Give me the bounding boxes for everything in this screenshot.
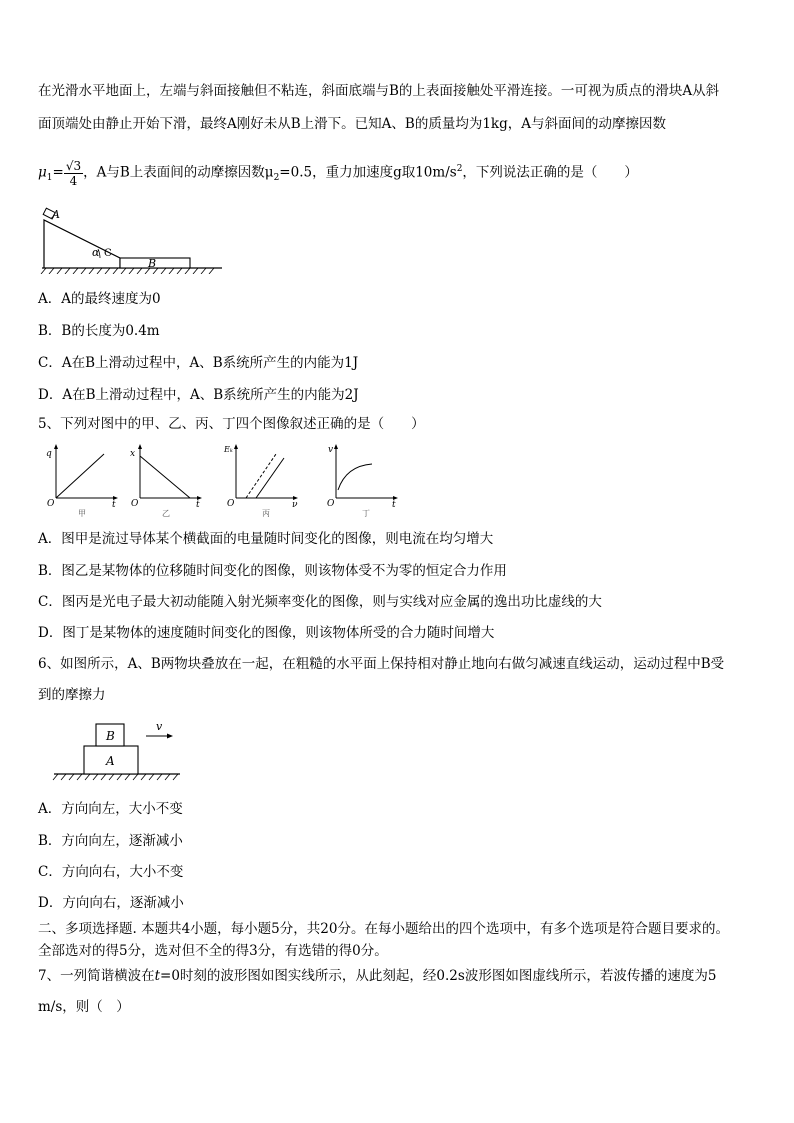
graph-jia-line	[56, 454, 104, 498]
q4-incline-figure	[36, 204, 226, 274]
q6-option-c[interactable]: C．方向向右，大小不变	[38, 864, 184, 880]
section2-heading-line1: 二、多项选择题. 本题共4小题，每小题5分，共20分。在每小题给出的四个选项中，有多个选项是符合题目要求的。	[38, 921, 729, 937]
incline-slope	[44, 220, 120, 268]
q5-option-b[interactable]: B．图乙是某物体的位移随时间变化的图像，则该物体受不为零的恒定合力作用	[38, 563, 507, 579]
mu1-symbol: μ	[38, 164, 47, 181]
equals-sign: =	[52, 164, 64, 181]
graph-ding-origin: O	[327, 499, 335, 509]
graph-ding-caption: 丁	[362, 509, 370, 518]
label-a: A	[106, 754, 115, 768]
graph-jia-xlabel: t	[112, 500, 116, 510]
q6-stacked-blocks-figure	[52, 718, 182, 786]
q5-graphs	[40, 440, 420, 520]
label-v: v	[156, 720, 163, 733]
graph-ding	[327, 444, 398, 518]
graph-bing-ylabel: Eₖ	[224, 445, 233, 454]
graph-jia	[46, 444, 118, 518]
q6-stem-line1: 6、如图所示，A、B两物块叠放在一起，在粗糙的水平面上保持相对静止地向右做匀减速直线运动，运动过程中B受	[38, 656, 725, 672]
section2-heading-line2: 全部选对的得5分，选对但不全的得3分，有选错的得0分。	[38, 943, 388, 959]
q6-option-a[interactable]: A．方向向左，大小不变	[38, 801, 183, 817]
graph-bing-xlabel: ν	[292, 500, 298, 510]
q4-stem-line1: 在光滑水平地面上，左端与斜面接触但不粘连，斜面底端与B的上表面接触处平滑连接。一可视为质点的滑块A从斜	[38, 83, 720, 99]
q6-option-d[interactable]: D．方向向右，逐渐减小	[38, 895, 184, 911]
q4-stem-ending: ，下列说法正确的是（ ）	[462, 164, 638, 181]
q4-option-b[interactable]: B．B的长度为0.4m	[38, 323, 160, 339]
fraction-numerator: √3	[65, 158, 82, 173]
q4-stem-line2: 面顶端处由静止开始下滑，最终A刚好未从B上滑下。已知A、B的质量均为1kg，A与斜面间的动摩擦因数	[38, 116, 666, 132]
q7-text-a: 7、一列简谐横波在	[38, 968, 155, 984]
velocity-arrowhead	[167, 734, 173, 739]
q7-stem-line2: m/s，则（ ）	[38, 999, 130, 1015]
mu1-fraction	[64, 159, 83, 188]
graph-jia-caption: 甲	[78, 509, 86, 518]
q4-stem-line3	[38, 150, 638, 197]
graph-jia-ylabel: q	[46, 449, 52, 459]
graph-yi-ylabel: x	[130, 449, 136, 459]
q6-option-b[interactable]: B．方向向左，逐渐减小	[38, 833, 183, 849]
graph-yi-origin: O	[131, 499, 139, 509]
label-b: B	[148, 257, 157, 270]
label-b: B	[106, 729, 115, 743]
graph-yi-caption: 乙	[162, 509, 170, 518]
label-c: C	[104, 248, 112, 259]
graph-bing-caption: 丙	[262, 509, 270, 518]
q6-stem-line2: 到的摩擦力	[38, 687, 106, 703]
mu2-subscript: 2	[273, 173, 280, 184]
q5-option-a[interactable]: A．图甲是流过导体某个横截面的电量随时间变化的图像，则电流在均匀增大	[38, 531, 494, 547]
graph-ding-curve	[338, 464, 372, 490]
q4-stem-mu2-text: ，A与B上表面间的动摩擦因数μ	[83, 164, 274, 181]
q5-option-c[interactable]: C．图丙是光电子最大初动能随入射光频率变化的图像，则与实线对应金属的逸出功比虚线的大	[38, 594, 602, 610]
q4-option-d[interactable]: D．A在B上滑动过程中，A、B系统所产生的内能为2J	[38, 387, 359, 403]
graph-yi-xlabel: t	[196, 500, 200, 510]
q4-option-c[interactable]: C．A在B上滑动过程中，A、B系统所产生的内能为1J	[38, 355, 359, 371]
graph-yi	[130, 444, 202, 518]
graph-ding-ylabel: v	[328, 445, 334, 455]
q5-option-d[interactable]: D．图丁是某物体的速度随时间变化的图像，则该物体所受的合力随时间增大	[38, 625, 495, 641]
q4-option-a[interactable]: A．A的最终速度为0	[38, 291, 161, 307]
fraction-denominator: 4	[69, 173, 78, 188]
graph-bing-solid-line	[256, 458, 284, 498]
q7-variable-t: t	[154, 968, 161, 984]
graph-jia-origin: O	[47, 499, 55, 509]
graph-bing-origin: O	[227, 499, 235, 509]
q4-stem-gravity-text: =0.5，重力加速度g取10m/s	[279, 164, 457, 181]
graph-ding-xlabel: t	[392, 500, 396, 510]
q7-stem-line1	[38, 967, 716, 985]
q7-text-b: =0时刻的波形图如图实线所示，从此刻起，经0.2s波形图如图虚线所示，若波传播的速度为5	[160, 968, 717, 984]
mu1-subscript: 1	[46, 173, 53, 184]
label-a: A	[52, 208, 60, 221]
graph-bing	[223, 444, 298, 518]
graph-yi-line	[140, 456, 190, 498]
q5-stem: 5、下列对图中的甲、乙、丙、丁四个图像叙述正确的是（ ）	[38, 416, 425, 432]
label-alpha: α	[92, 246, 100, 259]
unit-superscript: 2	[456, 164, 463, 174]
